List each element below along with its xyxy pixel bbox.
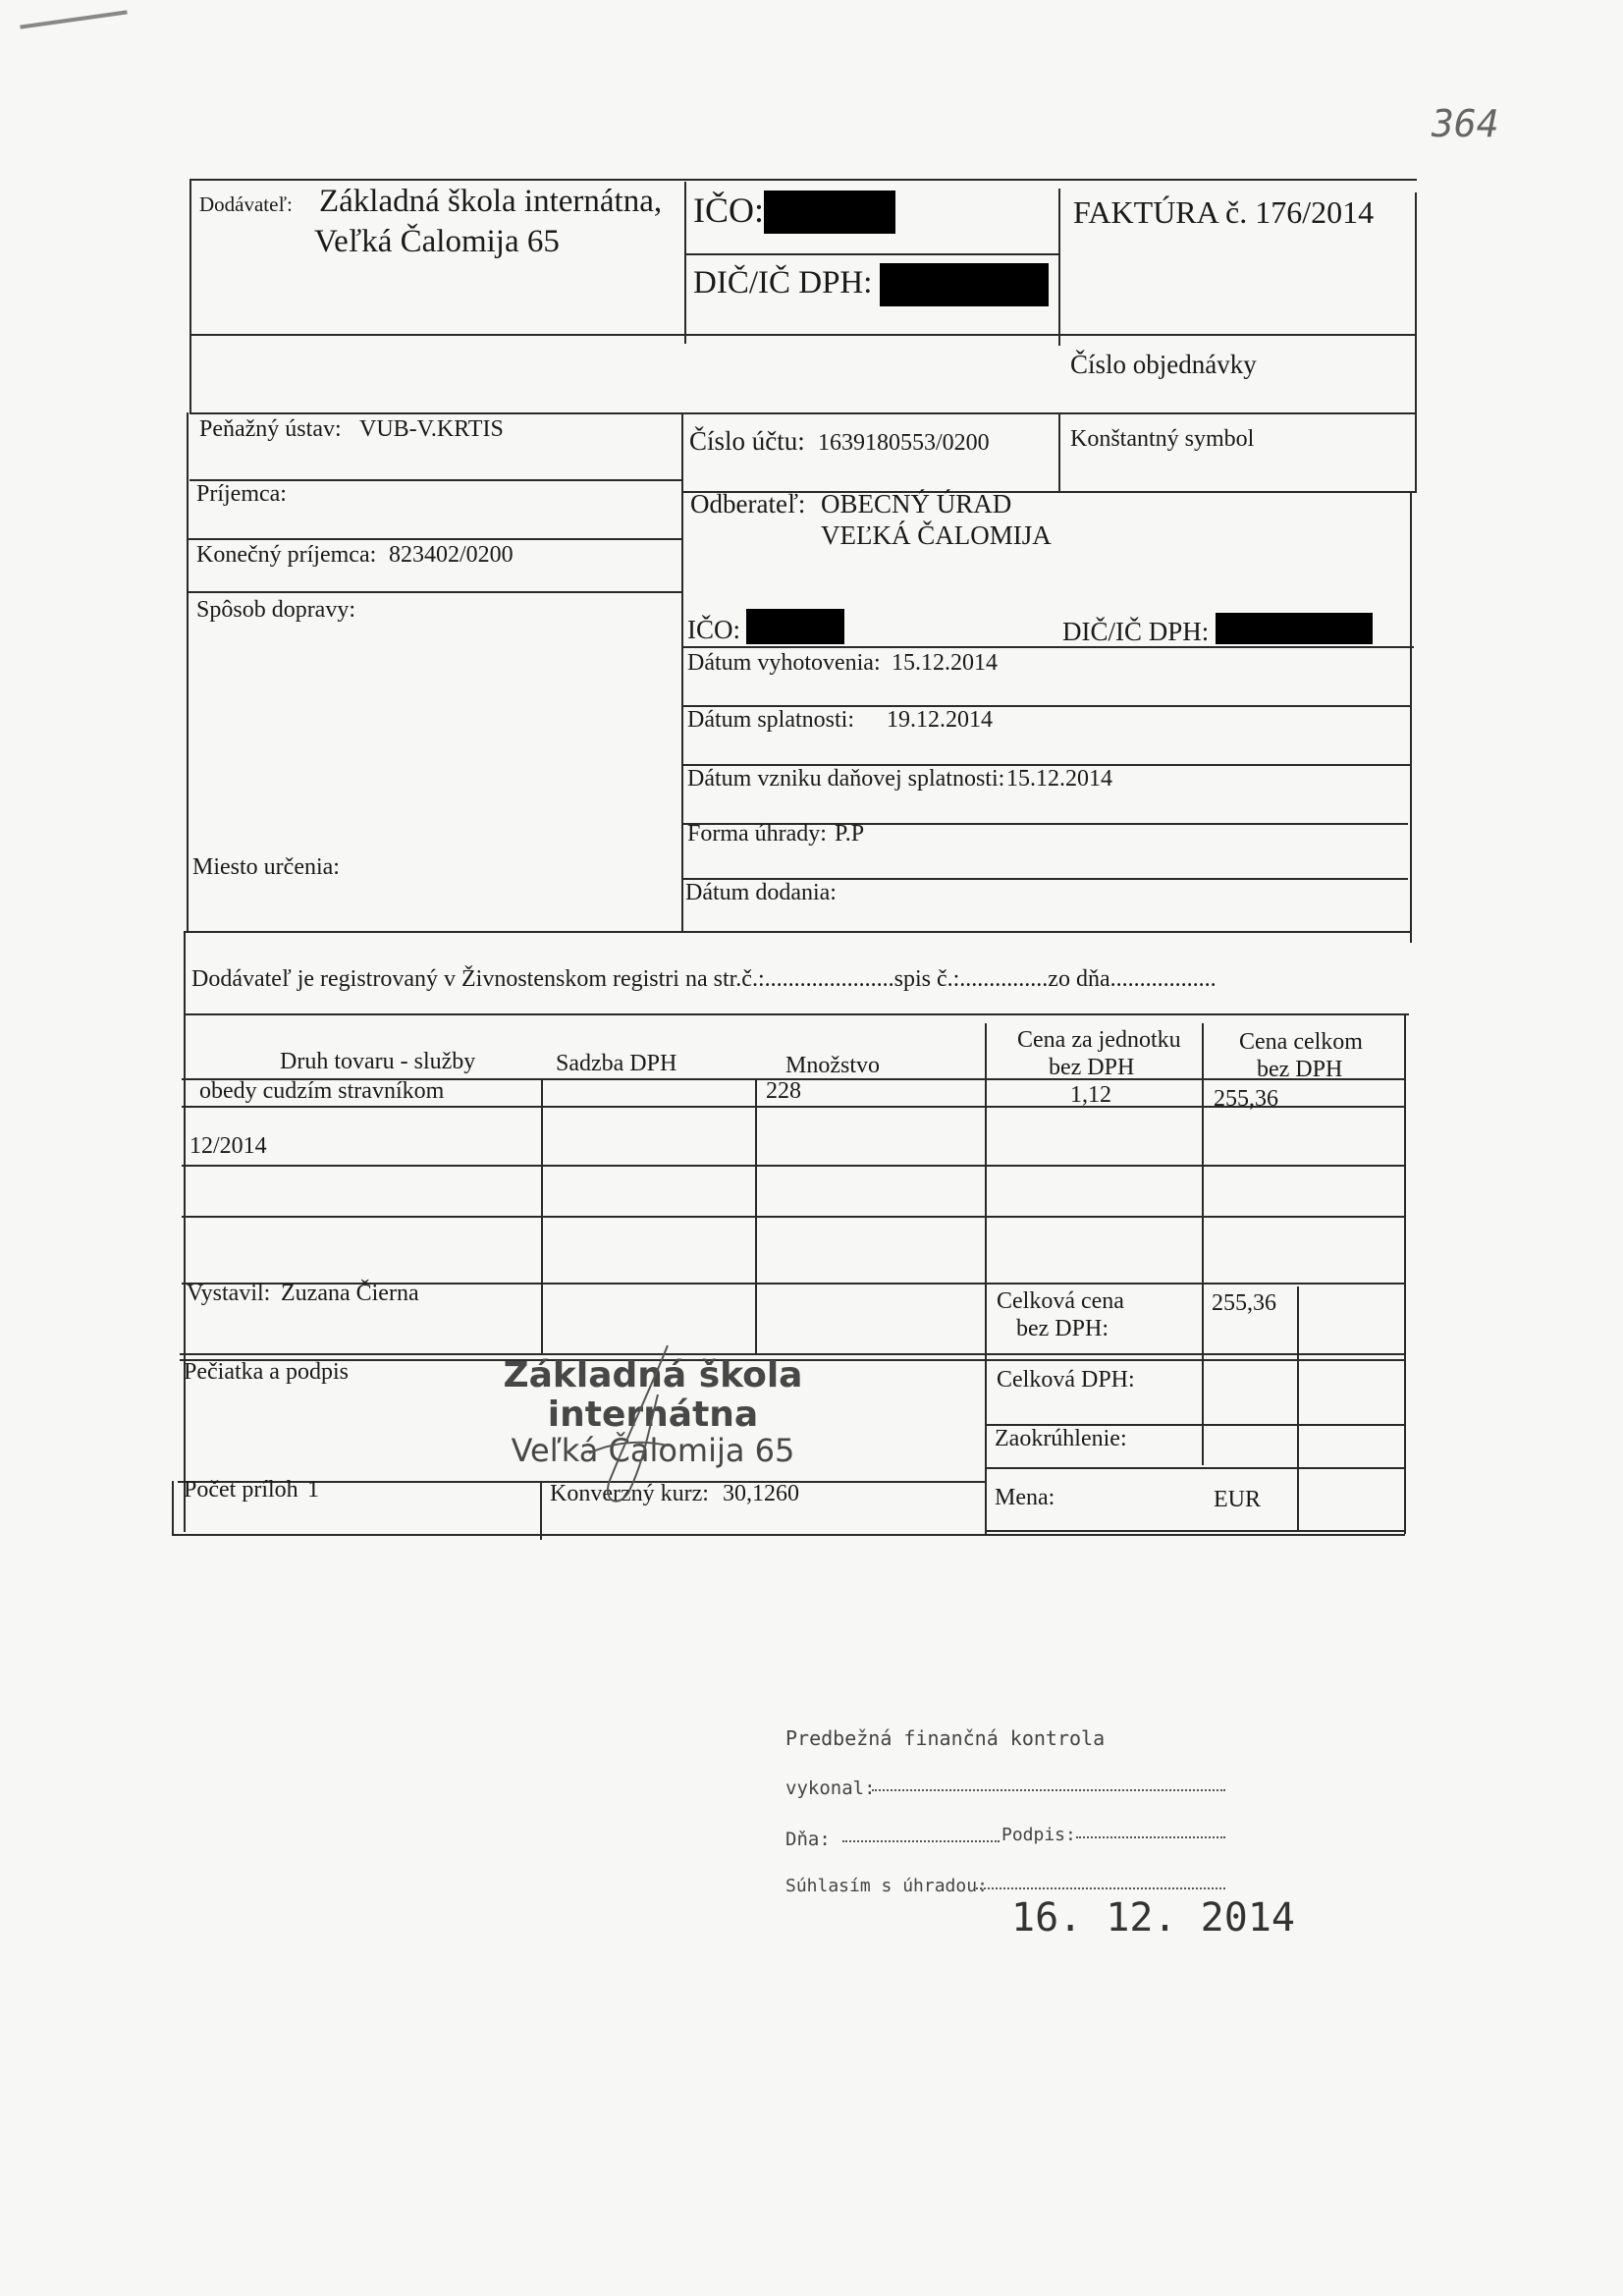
- issued-by: Zuzana Čierna: [281, 1281, 419, 1306]
- total-no-vat-value: 255,36: [1212, 1290, 1276, 1316]
- col-unit-price-line1: Cena za jednotku: [1017, 1027, 1181, 1053]
- date-line: [842, 1840, 1000, 1842]
- staple-mark: [20, 10, 127, 28]
- col-goods: Druh tovaru - služby: [280, 1049, 476, 1074]
- total-no-vat-label-line1: Celková cena: [997, 1288, 1124, 1314]
- supplier-ico-label: IČO:: [693, 191, 764, 230]
- stamp-sign-label: Pečiatka a podpis: [184, 1359, 349, 1385]
- redaction-customer-dic: [1216, 613, 1373, 644]
- rounding-label: Zaokrúhlenie:: [995, 1426, 1127, 1451]
- signature-line: [1076, 1836, 1225, 1838]
- customer-label: Odberateľ:: [690, 489, 806, 519]
- control-performed-label: vykonal:: [785, 1777, 876, 1799]
- page-number: 364: [1432, 102, 1499, 145]
- redaction-customer-ico: [746, 609, 844, 644]
- col-unit-price-line2: bez DPH: [1049, 1055, 1135, 1080]
- col-vat-rate: Sadzba DPH: [556, 1051, 677, 1076]
- signature: [550, 1336, 707, 1532]
- due-date-label: Dátum splatnosti:: [687, 707, 854, 733]
- issued-by-label: Vystavil:: [187, 1281, 271, 1306]
- control-date-label: Dňa:: [785, 1829, 831, 1850]
- redaction-ico: [764, 191, 895, 234]
- item-description: obedy cudzím stravníkom: [199, 1078, 445, 1104]
- performed-line: [872, 1789, 1225, 1791]
- delivery-date-label: Dátum dodania:: [685, 880, 837, 905]
- stamp-line1: Základná škola: [503, 1355, 803, 1395]
- item-total: 255,36: [1214, 1086, 1278, 1112]
- supplier-name-line2: Veľká Čalomija 65: [314, 224, 560, 259]
- col-quantity: Množstvo: [785, 1053, 880, 1078]
- item-quantity: 228: [766, 1078, 801, 1104]
- issue-date: 15.12.2014: [892, 650, 998, 676]
- stamp-line2: internátna: [547, 1394, 759, 1435]
- customer-name-line1: OBECNÝ ÚRAD: [821, 489, 1012, 519]
- attachments-count: 1: [307, 1477, 319, 1503]
- tax-date: 15.12.2014: [1006, 766, 1112, 792]
- invoice-title: FAKTÚRA č. 176/2014: [1073, 194, 1375, 230]
- payment-label: Forma úhrady:: [687, 821, 827, 847]
- agree-line: [976, 1887, 1225, 1889]
- stamp-line3: Veľká Čalomija 65: [511, 1432, 795, 1469]
- item-period: 12/2014: [189, 1133, 267, 1159]
- final-recipient-label: Konečný príjemca:: [196, 542, 377, 568]
- destination-label: Miesto určenia:: [192, 854, 340, 880]
- account-value: 1639180553/0200: [818, 430, 990, 456]
- control-agree-label: Súhlasím s úhradou:: [785, 1876, 988, 1896]
- bank-label: Peňažný ústav:: [199, 416, 342, 442]
- supplier-label: Dodávateľ:: [199, 192, 293, 216]
- customer-ico-label: IČO:: [687, 615, 740, 644]
- tax-date-label: Dátum vzniku daňovej splatnosti:: [687, 766, 1005, 792]
- col-total-line1: Cena celkom: [1239, 1029, 1363, 1055]
- supplier-dic-label: DIČ/IČ DPH:: [693, 265, 873, 301]
- item-unit-price: 1,12: [1070, 1082, 1111, 1108]
- recipient-label: Príjemca:: [196, 481, 287, 507]
- transport-label: Spôsob dopravy:: [196, 597, 355, 623]
- total-vat-label: Celková DPH:: [997, 1367, 1135, 1393]
- currency-value: EUR: [1214, 1487, 1261, 1512]
- supplier-name-line1: Základná škola internátna,: [319, 184, 663, 219]
- exchange-rate: 30,1260: [723, 1481, 799, 1506]
- total-no-vat-label-line2: bez DPH:: [1016, 1316, 1109, 1341]
- control-signature-label: Podpis:: [1001, 1825, 1076, 1845]
- account-label: Číslo účtu:: [689, 426, 805, 456]
- control-title: Predbežná finančná kontrola: [785, 1726, 1106, 1750]
- customer-name-line2: VEĽKÁ ČALOMIJA: [821, 520, 1052, 550]
- final-recipient-value: 823402/0200: [389, 542, 514, 568]
- payment-value: P.P: [835, 821, 865, 847]
- col-total-line2: bez DPH: [1257, 1057, 1343, 1082]
- due-date: 19.12.2014: [887, 707, 993, 733]
- constant-symbol-label: Konštantný symbol: [1070, 426, 1255, 452]
- redaction-dic: [880, 263, 1049, 306]
- registry-text: Dodávateľ je registrovaný v Živnostenskom registri na str.č.:......................spis č.:...............zo dňa..................: [191, 966, 1217, 992]
- order-number-label: Číslo objednávky: [1070, 350, 1257, 379]
- customer-dic-label: DIČ/IČ DPH:: [1062, 617, 1210, 646]
- control-date-value: 16. 12. 2014: [1011, 1895, 1295, 1941]
- currency-label: Mena:: [995, 1485, 1055, 1510]
- issue-date-label: Dátum vyhotovenia:: [687, 650, 881, 676]
- exchange-label: Konverzný kurz:: [550, 1481, 709, 1506]
- bank-value: VUB-V.KRTIS: [359, 416, 504, 442]
- attachments-label: Počet príloh: [184, 1477, 298, 1503]
